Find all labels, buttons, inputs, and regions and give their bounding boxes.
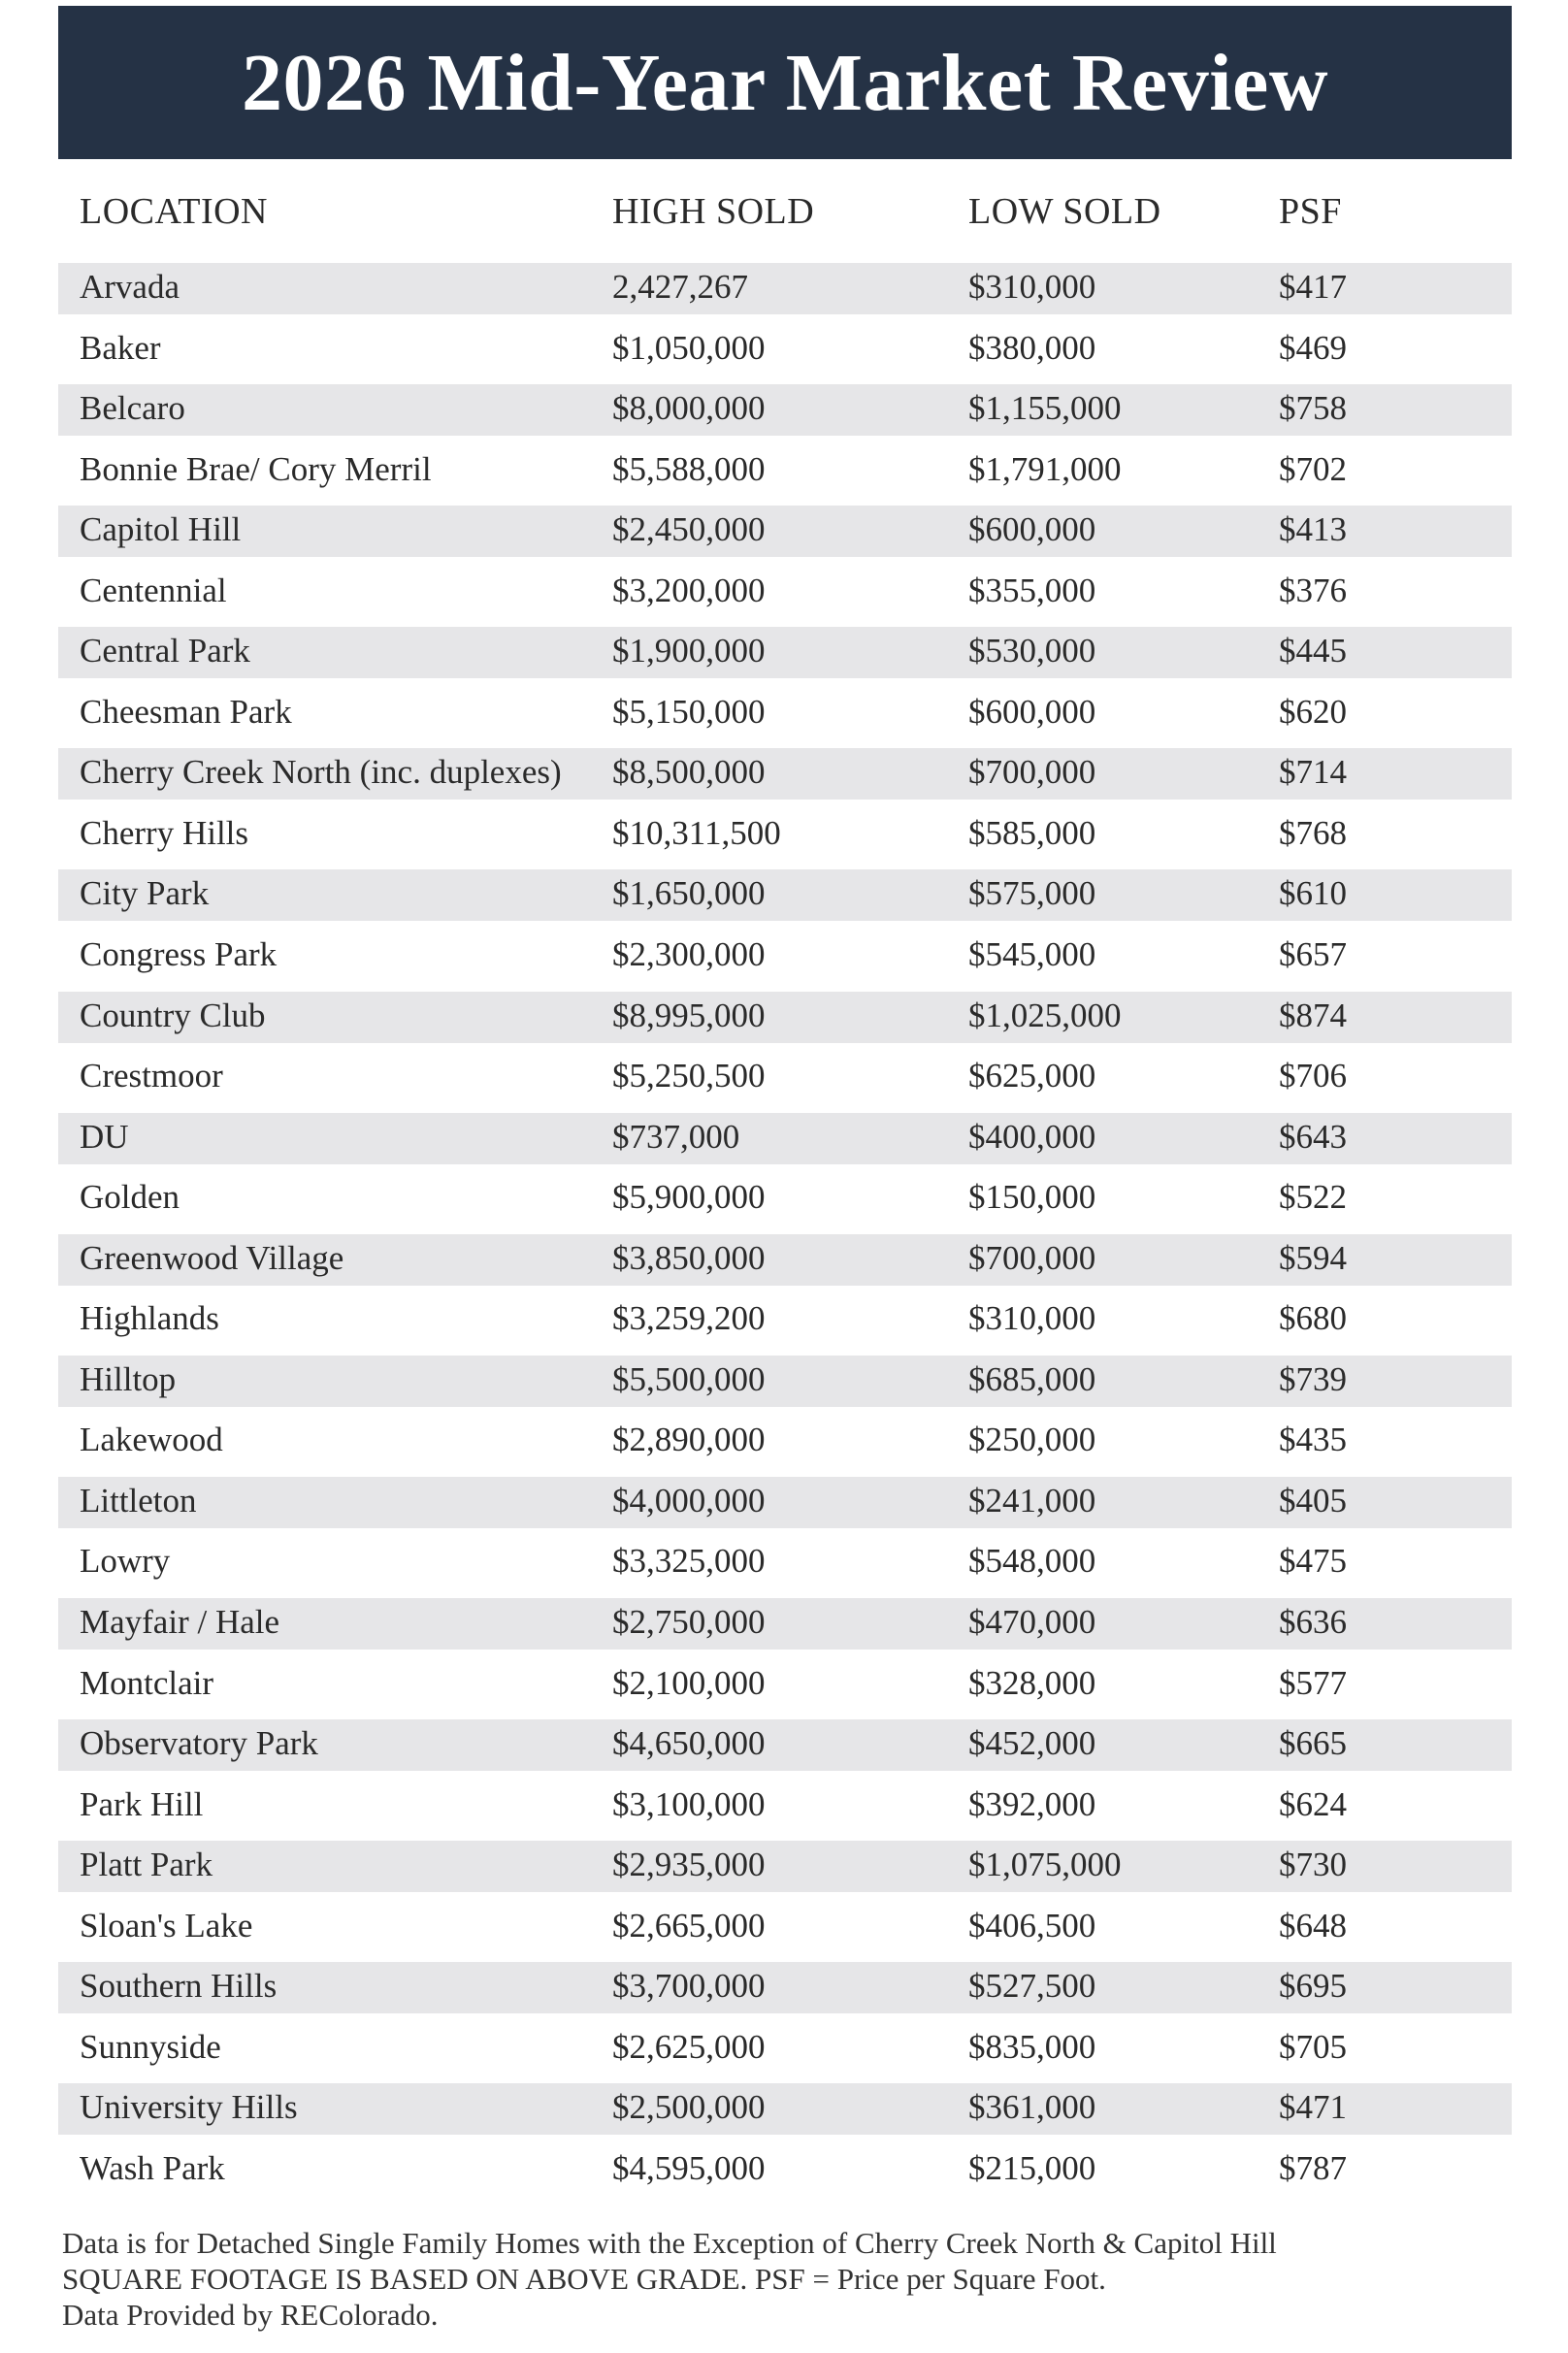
table-row	[58, 564, 1512, 625]
footnote-square-footage: SQUARE FOOTAGE IS BASED ON ABOVE GRADE. PSF = Price per Square Foot.	[62, 2262, 1106, 2296]
cell-location: Observatory Park	[80, 1724, 318, 1763]
cell-high-sold: $4,000,000	[612, 1481, 766, 1520]
cell-location: Bonnie Brae/ Cory Merril	[80, 449, 432, 488]
cell-low-sold: $150,000	[968, 1178, 1096, 1217]
cell-psf: $376	[1279, 571, 1347, 609]
table-row	[58, 321, 1512, 382]
cell-high-sold: $737,000	[612, 1117, 740, 1156]
cell-high-sold: $3,700,000	[612, 1967, 766, 2006]
table-row	[58, 260, 1512, 321]
cell-psf: $648	[1279, 1906, 1347, 1944]
cell-psf: $739	[1279, 1359, 1347, 1398]
cell-psf: $471	[1279, 2088, 1347, 2127]
cell-low-sold: $400,000	[968, 1117, 1096, 1156]
cell-high-sold: $1,050,000	[612, 328, 766, 367]
cell-location: Capitol Hill	[80, 510, 242, 549]
cell-psf: $445	[1279, 632, 1347, 670]
cell-location: Cherry Creek North (inc. duplexes)	[80, 753, 562, 792]
cell-low-sold: $1,025,000	[968, 996, 1122, 1034]
table-row	[58, 685, 1512, 746]
cell-location: Greenwood Village	[80, 1238, 344, 1277]
cell-psf: $577	[1279, 1663, 1347, 1702]
cell-location: Congress Park	[80, 935, 278, 974]
header-high-sold: HIGH SOLD	[612, 191, 815, 232]
table-row	[58, 1353, 1512, 1414]
table-row	[58, 989, 1512, 1050]
table-row	[58, 1899, 1512, 1960]
cell-high-sold: 2,427,267	[612, 268, 748, 306]
cell-low-sold: $241,000	[968, 1481, 1096, 1520]
cell-psf: $413	[1279, 510, 1347, 549]
table-row	[58, 928, 1512, 989]
cell-low-sold: $361,000	[968, 2088, 1096, 2127]
cell-high-sold: $2,935,000	[612, 1846, 766, 1884]
cell-location: DU	[80, 1117, 129, 1156]
cell-low-sold: $328,000	[968, 1663, 1096, 1702]
cell-psf: $706	[1279, 1057, 1347, 1095]
table-row	[58, 1959, 1512, 2020]
table-body	[58, 260, 1512, 2203]
cell-psf: $787	[1279, 2148, 1347, 2187]
cell-psf: $610	[1279, 874, 1347, 913]
cell-location: University Hills	[80, 2088, 298, 2127]
cell-location: Belcaro	[80, 389, 185, 428]
cell-location: Highlands	[80, 1299, 219, 1338]
cell-psf: $624	[1279, 1784, 1347, 1823]
cell-low-sold: $310,000	[968, 268, 1096, 306]
cell-high-sold: $3,100,000	[612, 1784, 766, 1823]
table-row	[58, 1474, 1512, 1535]
cell-location: Cherry Hills	[80, 813, 249, 852]
cell-psf: $417	[1279, 268, 1347, 306]
cell-low-sold: $585,000	[968, 813, 1096, 852]
cell-low-sold: $470,000	[968, 1603, 1096, 1642]
cell-high-sold: $2,890,000	[612, 1421, 766, 1459]
cell-high-sold: $4,650,000	[612, 1724, 766, 1763]
table-row	[58, 1049, 1512, 1110]
cell-high-sold: $5,500,000	[612, 1359, 766, 1398]
cell-high-sold: $3,325,000	[612, 1542, 766, 1581]
cell-low-sold: $545,000	[968, 935, 1096, 974]
cell-psf: $714	[1279, 753, 1347, 792]
cell-high-sold: $2,450,000	[612, 510, 766, 549]
cell-high-sold: $3,850,000	[612, 1238, 766, 1277]
cell-low-sold: $625,000	[968, 1057, 1096, 1095]
table-row	[58, 624, 1512, 685]
cell-low-sold: $355,000	[968, 571, 1096, 609]
table-row	[58, 1170, 1512, 1231]
cell-low-sold: $700,000	[968, 1238, 1096, 1277]
cell-psf: $620	[1279, 692, 1347, 731]
cell-location: Arvada	[80, 268, 180, 306]
cell-location: City Park	[80, 874, 210, 913]
table-header	[58, 182, 1512, 245]
cell-location: Sloan's Lake	[80, 1906, 253, 1944]
cell-location: Platt Park	[80, 1846, 213, 1884]
cell-low-sold: $1,791,000	[968, 449, 1122, 488]
cell-psf: $695	[1279, 1967, 1347, 2006]
cell-high-sold: $5,900,000	[612, 1178, 766, 1217]
cell-location: Central Park	[80, 632, 250, 670]
cell-high-sold: $2,100,000	[612, 1663, 766, 1702]
cell-high-sold: $10,311,500	[612, 813, 781, 852]
cell-high-sold: $5,150,000	[612, 692, 766, 731]
cell-high-sold: $2,750,000	[612, 1603, 766, 1642]
cell-low-sold: $215,000	[968, 2148, 1096, 2187]
cell-psf: $475	[1279, 1542, 1347, 1581]
cell-location: Montclair	[80, 1663, 214, 1702]
cell-psf: $469	[1279, 328, 1347, 367]
table-row	[58, 2080, 1512, 2141]
footnote-scope: Data is for Detached Single Family Homes with the Exception of Cherry Creek North & Capitol Hill	[62, 2226, 1277, 2260]
cell-high-sold: $3,259,200	[612, 1299, 766, 1338]
cell-location: Cheesman Park	[80, 692, 292, 731]
cell-low-sold: $392,000	[968, 1784, 1096, 1823]
cell-psf: $768	[1279, 813, 1347, 852]
cell-psf: $702	[1279, 449, 1347, 488]
cell-low-sold: $685,000	[968, 1359, 1096, 1398]
cell-high-sold: $4,595,000	[612, 2148, 766, 2187]
header-psf: PSF	[1279, 191, 1342, 232]
cell-psf: $594	[1279, 1238, 1347, 1277]
cell-location: Mayfair / Hale	[80, 1603, 280, 1642]
cell-high-sold: $5,250,500	[612, 1057, 766, 1095]
cell-high-sold: $2,625,000	[612, 2027, 766, 2066]
cell-location: Crestmoor	[80, 1057, 223, 1095]
table-row	[58, 866, 1512, 928]
cell-high-sold: $1,900,000	[612, 632, 766, 670]
header-low-sold: LOW SOLD	[968, 191, 1161, 232]
table-row	[58, 1716, 1512, 1778]
cell-low-sold: $600,000	[968, 692, 1096, 731]
market-table	[58, 182, 1512, 2187]
cell-psf: $705	[1279, 2027, 1347, 2066]
cell-psf: $730	[1279, 1846, 1347, 1884]
cell-location: Lowry	[80, 1542, 171, 1581]
cell-location: Country Club	[80, 996, 266, 1034]
cell-location: Littleton	[80, 1481, 197, 1520]
cell-low-sold: $835,000	[968, 2027, 1096, 2066]
cell-location: Centennial	[80, 571, 227, 609]
footnotes	[62, 2225, 1518, 2333]
cell-location: Southern Hills	[80, 1967, 278, 2006]
cell-low-sold: $600,000	[968, 510, 1096, 549]
table-row	[58, 745, 1512, 806]
table-row	[58, 2020, 1512, 2081]
cell-low-sold: $527,500	[968, 1967, 1096, 2006]
cell-location: Wash Park	[80, 2148, 225, 2187]
cell-psf: $874	[1279, 996, 1347, 1034]
cell-high-sold: $8,000,000	[612, 389, 766, 428]
cell-high-sold: $2,665,000	[612, 1906, 766, 1944]
cell-psf: $435	[1279, 1421, 1347, 1459]
table-row	[58, 1231, 1512, 1292]
cell-psf: $522	[1279, 1178, 1347, 1217]
cell-location: Baker	[80, 328, 161, 367]
cell-low-sold: $452,000	[968, 1724, 1096, 1763]
cell-location: Lakewood	[80, 1421, 223, 1459]
cell-psf: $643	[1279, 1117, 1347, 1156]
cell-high-sold: $3,200,000	[612, 571, 766, 609]
cell-low-sold: $380,000	[968, 328, 1096, 367]
table-row	[58, 1778, 1512, 1839]
title-banner	[58, 6, 1512, 159]
cell-location: Golden	[80, 1178, 180, 1217]
cell-low-sold: $310,000	[968, 1299, 1096, 1338]
table-row	[58, 442, 1512, 504]
cell-psf: $657	[1279, 935, 1347, 974]
cell-psf: $636	[1279, 1603, 1347, 1642]
cell-psf: $405	[1279, 1481, 1347, 1520]
cell-low-sold: $700,000	[968, 753, 1096, 792]
header-location: LOCATION	[80, 191, 268, 232]
table-row	[58, 503, 1512, 564]
cell-high-sold: $5,588,000	[612, 449, 766, 488]
cell-psf: $758	[1279, 389, 1347, 428]
table-row	[58, 381, 1512, 442]
footnote-source: Data Provided by REColorado.	[62, 2298, 439, 2332]
table-row	[58, 1656, 1512, 1717]
table-row	[58, 1838, 1512, 1899]
cell-high-sold: $2,300,000	[612, 935, 766, 974]
page-title: 2026 Mid-Year Market Review	[242, 37, 1328, 128]
table-row	[58, 1413, 1512, 1474]
cell-low-sold: $548,000	[968, 1542, 1096, 1581]
cell-location: Hilltop	[80, 1359, 177, 1398]
table-row	[58, 1110, 1512, 1171]
table-row	[58, 1595, 1512, 1656]
cell-location: Park Hill	[80, 1784, 204, 1823]
table-row	[58, 806, 1512, 867]
cell-low-sold: $530,000	[968, 632, 1096, 670]
cell-high-sold: $2,500,000	[612, 2088, 766, 2127]
cell-location: Sunnyside	[80, 2027, 221, 2066]
cell-high-sold: $1,650,000	[612, 874, 766, 913]
cell-low-sold: $406,500	[968, 1906, 1096, 1944]
cell-high-sold: $8,995,000	[612, 996, 766, 1034]
table-row	[58, 2141, 1512, 2203]
cell-low-sold: $1,075,000	[968, 1846, 1122, 1884]
cell-low-sold: $575,000	[968, 874, 1096, 913]
table-row	[58, 1291, 1512, 1353]
cell-low-sold: $250,000	[968, 1421, 1096, 1459]
cell-low-sold: $1,155,000	[968, 389, 1122, 428]
cell-psf: $665	[1279, 1724, 1347, 1763]
table-row	[58, 1534, 1512, 1595]
cell-high-sold: $8,500,000	[612, 753, 766, 792]
cell-psf: $680	[1279, 1299, 1347, 1338]
